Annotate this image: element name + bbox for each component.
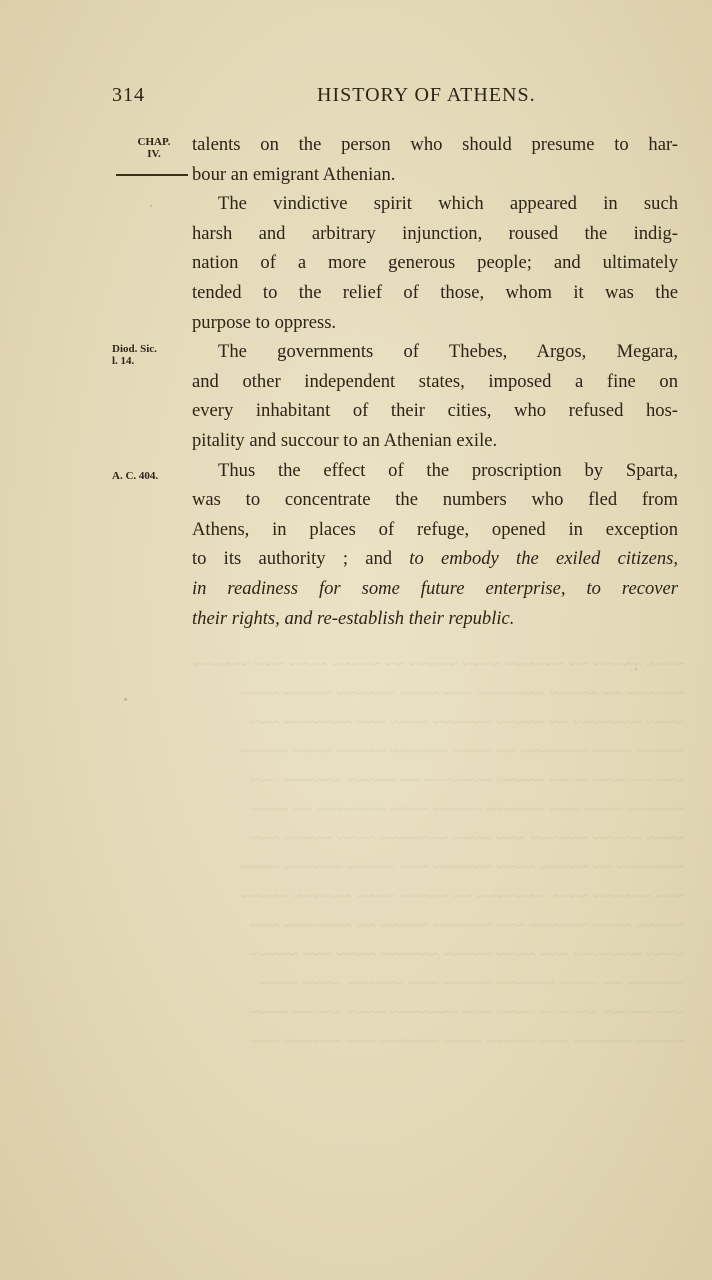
text-line: purpose to oppress.	[192, 311, 337, 333]
citation-source: Diod. Sic.	[112, 343, 157, 355]
text-line: tended to the relief of those, whom it was the	[192, 281, 678, 303]
text-line: was to concentrate the numbers who fled from	[192, 489, 678, 511]
paper-speck	[150, 205, 152, 207]
text-line: every inhabitant of their cities, who refused hos-	[192, 400, 678, 422]
text-italic: to embody the exiled citizens,	[409, 548, 678, 570]
text-line-italic: in readiness for some future enterprise, to recover	[192, 577, 678, 599]
running-head: HISTORY OF ATHENS.	[317, 84, 536, 106]
text-line-italic: their rights, and re-establish their republic.	[192, 607, 515, 629]
text-line: Athens, in places of refuge, opened in exception	[192, 518, 678, 540]
margin-note-citation	[112, 343, 192, 367]
text-roman: to its authority ; and	[192, 548, 410, 570]
text-line: bour an emigrant Athenian.	[192, 163, 396, 185]
chapter-rule	[116, 174, 188, 176]
text-line: nation of a more generous people; and ultimately	[192, 252, 678, 274]
chapter-label: CHAP.	[137, 136, 171, 148]
margin-note-chapter	[128, 136, 180, 160]
show-through-texture: ~~~~ ~~~~~ ~~ ~~~~~~ ~~~~ ~~~~~ ~~ ~~~~~ ~~~~ ~~~ ~~~~~~ ~~~~~~ ~~ ~~~~~ ~~~~~~~ ~~~ ~~~~ ~~~~~~ ~~~~~ ~~~~ ~~~~ ~~~~~~~ ~~ ~~~~~ ~~~~~~ ~~~~ ~~~ ~~~~~~~ ~~~ ~~~~~ ~~~~ ~~~~~~~ ~~ ~~~~ ~~~~~~ ~~~~~ ~~~~ ~~~~~ ~~~ ~~~~~~ ~~~~ ~~~~~ ~~~~~~~ ~~ ~~~~~ ~~~~~~ ~~~ ~~~~~~ ~~~~ ~~~ ~~~~~~ ~~~~~ ~~~~ ~~~~~~~ ~~ ~~~~ ~~~~ ~~~~~ ~~~~~~ ~~~ ~~~~ ~~~~~~~ ~~~~ ~~~~~ ~~~ ~~~~~~~ ~~ ~~~~~ ~~~~ ~~~~~~ ~~~ ~~~~~ ~~~~~~ ~~~~ ~~~ ~~~~~~ ~~~~ ~~~~~~~ ~~ ~~~~~ ~~~~ ~~~~~~ ~~~~~ ~~~~~ ~~~~ ~~~~~~ ~~~ ~~~~~~ ~~~~~ ~~ ~~~~~~~ ~~~ ~~~~ ~~~~~~~ ~~~ ~~~~ ~~~~~ ~~~~~~ ~~~~ ~~~ ~~~~~ ~~~~~~ ~~ ~~~~ ~~~~~~ ~~~~~ ~~~ ~~~~~~ ~~~~ ~~~~ ~~~ ~~~~~ ~~~~~~ ~~~~ ~~~ ~~~~~~~ ~~~~ ~~~~~ ~~~~ ~~~~~ ~~~~~~ ~~~ ~~~~~ ~~~~ ~~~~~~ ~~~ ~~~~~~ ~~~	[192, 654, 685, 1051]
text-line: The vindictive spirit which appeared in such	[218, 193, 678, 215]
text-line: and other independent states, imposed a fine on	[192, 370, 678, 392]
paper-speck	[124, 698, 127, 701]
text-line: talents on the person who should presume to har-	[192, 134, 678, 155]
margin-note-date: A. C. 404.	[112, 470, 159, 482]
text-line: harsh and arbitrary injunction, roused the indig-	[192, 222, 678, 244]
text-line-mixed	[192, 544, 678, 574]
text-line: pitality and succour to an Athenian exile.	[192, 429, 498, 451]
page-header	[112, 84, 568, 112]
citation-book: l. 14.	[112, 355, 135, 367]
text-line: Thus the effect of the proscription by Sparta,	[218, 459, 678, 481]
page-number: 314	[112, 84, 145, 106]
paper-speck	[635, 668, 637, 670]
text-line: The governments of Thebes, Argos, Megara,	[218, 341, 678, 363]
body-text	[192, 130, 678, 633]
chapter-number: IV.	[147, 148, 161, 160]
